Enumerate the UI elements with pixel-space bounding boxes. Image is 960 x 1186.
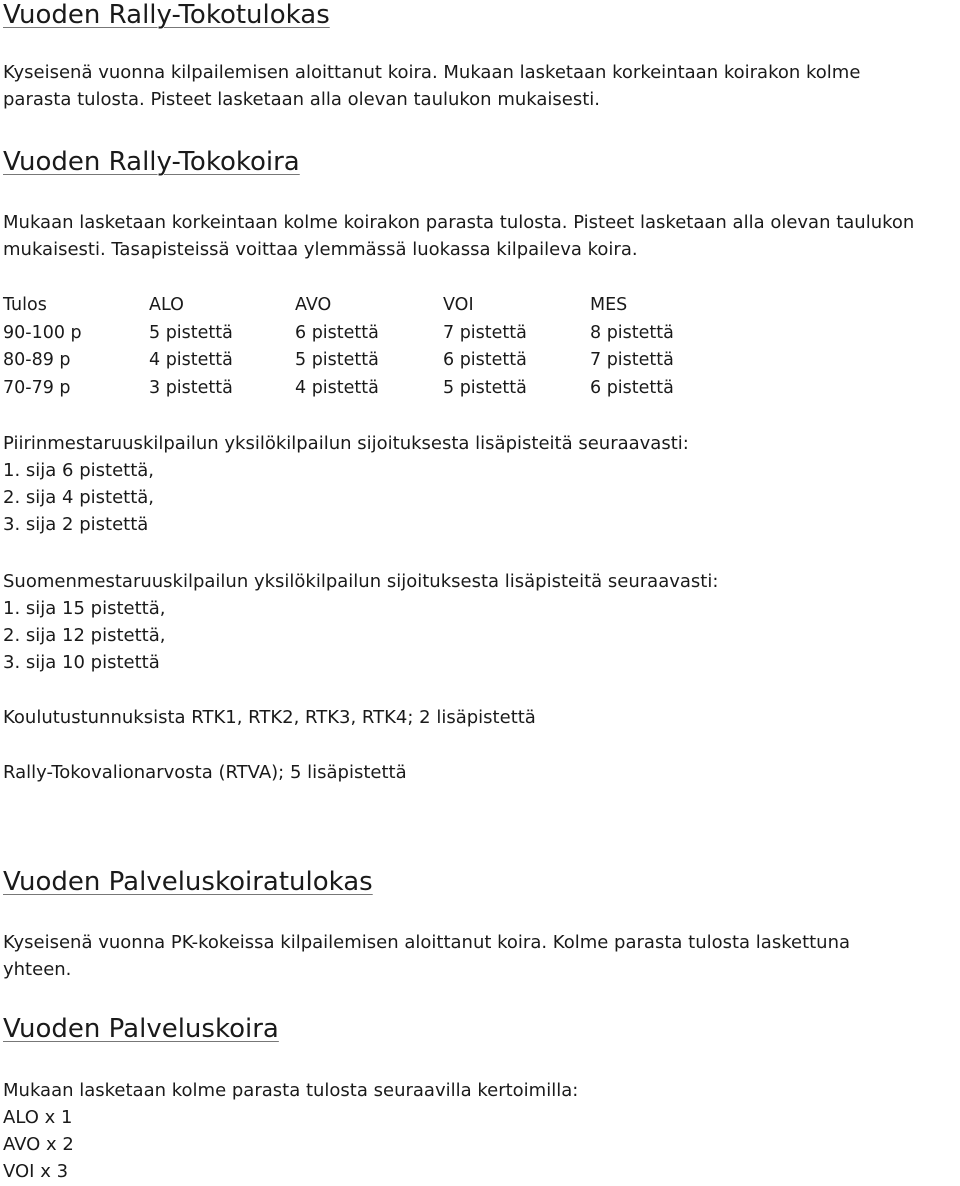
table-header-cell: VOI bbox=[443, 295, 474, 315]
list-item: 1. sija 6 pistettä, bbox=[3, 460, 155, 481]
paragraph-rally-koira bbox=[3, 209, 914, 263]
heading-pk-koira: Vuoden Palveluskoira bbox=[3, 1014, 279, 1044]
list-intro: Suomenmestaruuskilpailun yksilökilpailun sijoituksesta lisäpisteitä seuraavasti: bbox=[3, 571, 719, 592]
table-cell: 5 pistettä bbox=[149, 323, 233, 343]
table-cell: 5 pistettä bbox=[443, 378, 527, 398]
paragraph-pk-tulokas bbox=[3, 929, 850, 983]
pk-koira-multipliers bbox=[3, 1077, 578, 1185]
paragraph-rally-tulokas bbox=[3, 59, 860, 113]
list-item: VOI x 3 bbox=[3, 1161, 69, 1182]
list-item: ALO x 1 bbox=[3, 1107, 73, 1128]
table-cell: 4 pistettä bbox=[149, 350, 233, 370]
table-cell: 3 pistettä bbox=[149, 378, 233, 398]
list-item: AVO x 2 bbox=[3, 1134, 74, 1155]
text-line: Kyseisenä vuonna PK-kokeissa kilpailemisen aloittanut koira. Kolme parasta tulosta laskettuna bbox=[3, 932, 851, 953]
list-item: 1. sija 15 pistettä, bbox=[3, 598, 166, 619]
table-cell: 7 pistettä bbox=[590, 350, 674, 370]
table-header-cell: Tulos bbox=[3, 295, 47, 315]
table-cell: 6 pistettä bbox=[443, 350, 527, 370]
table-cell: 6 pistettä bbox=[590, 378, 674, 398]
text-line: Kyseisenä vuonna kilpailemisen aloittanut koira. Mukaan lasketaan korkeintaan koirakon kolme bbox=[3, 62, 861, 83]
list-item: 3. sija 2 pistettä bbox=[3, 514, 149, 535]
text-line: Mukaan lasketaan korkeintaan kolme koirakon parasta tulosta. Pisteet lasketaan alla olevan taulukon bbox=[3, 212, 915, 233]
suomen-bonus-list bbox=[3, 568, 718, 676]
table-cell: 4 pistettä bbox=[295, 378, 379, 398]
table-header-cell: MES bbox=[590, 295, 628, 315]
table-cell: 90-100 p bbox=[3, 323, 82, 343]
heading-pk-tulokas: Vuoden Palveluskoiratulokas bbox=[3, 867, 373, 897]
heading-rally-koira: Vuoden Rally-Tokokoira bbox=[3, 147, 300, 177]
table-header-cell: AVO bbox=[295, 295, 332, 315]
list-item: 2. sija 12 pistettä, bbox=[3, 625, 166, 646]
piiri-bonus-list bbox=[3, 430, 689, 538]
koulutus-bonus: Koulutustunnuksista RTK1, RTK2, RTK3, RTK4; 2 lisäpistettä bbox=[3, 707, 536, 728]
list-intro: Piirinmestaruuskilpailun yksilökilpailun sijoituksesta lisäpisteitä seuraavasti: bbox=[3, 433, 689, 454]
rtva-bonus: Rally-Tokovalionarvosta (RTVA); 5 lisäpistettä bbox=[3, 762, 407, 783]
table-cell: 8 pistettä bbox=[590, 323, 674, 343]
table-cell: 70-79 p bbox=[3, 378, 71, 398]
table-cell: 80-89 p bbox=[3, 350, 71, 370]
table-cell: 5 pistettä bbox=[295, 350, 379, 370]
text-line: mukaisesti. Tasapisteissä voittaa ylemmässä luokassa kilpaileva koira. bbox=[3, 239, 638, 260]
list-intro: Mukaan lasketaan kolme parasta tulosta seuraavilla kertoimilla: bbox=[3, 1080, 579, 1101]
heading-rally-tulokas: Vuoden Rally-Tokotulokas bbox=[3, 0, 330, 30]
table-cell: 7 pistettä bbox=[443, 323, 527, 343]
list-item: 2. sija 4 pistettä, bbox=[3, 487, 155, 508]
list-item: 3. sija 10 pistettä bbox=[3, 652, 160, 673]
text-line: parasta tulosta. Pisteet lasketaan alla olevan taulukon mukaisesti. bbox=[3, 89, 601, 110]
text-line: yhteen. bbox=[3, 959, 72, 980]
table-header-cell: ALO bbox=[149, 295, 184, 315]
table-cell: 6 pistettä bbox=[295, 323, 379, 343]
